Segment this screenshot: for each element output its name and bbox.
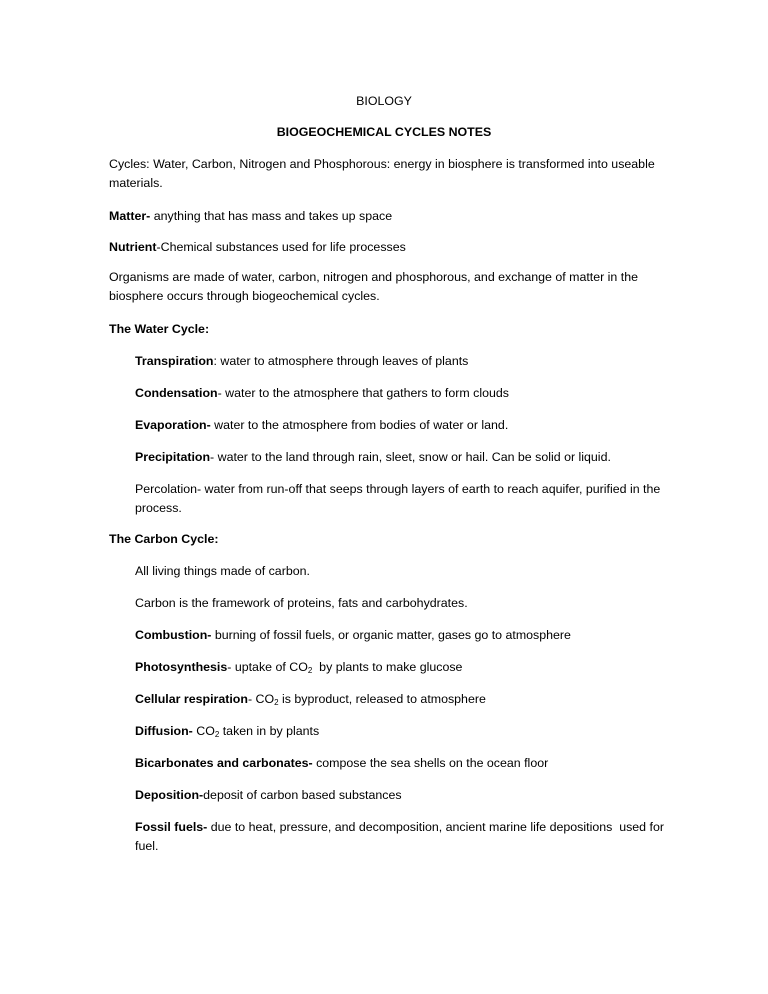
combustion-definition	[135, 626, 675, 645]
fossil-fuels-text: due to heat, pressure, and decomposition, ancient marine life depositions used for fuel.	[135, 820, 668, 853]
respiration-definition	[135, 690, 675, 709]
photosynthesis-subscript: 2	[307, 666, 313, 675]
combustion-term: Combustion-	[135, 628, 212, 642]
condensation-text: - water to the atmosphere that gathers to form clouds	[217, 386, 509, 400]
photosynthesis-term: Photosynthesis	[135, 660, 228, 674]
precipitation-text: - water to the land through rain, sleet, snow or hail. Can be solid or liquid.	[210, 450, 611, 464]
fossil-fuels-definition	[135, 818, 675, 856]
nutrient-text: -Chemical substances used for life processes	[156, 240, 406, 254]
living-things-line: All living things made of carbon.	[135, 564, 310, 578]
fossil-fuels-term: Fossil fuels-	[135, 820, 208, 834]
matter-term: Matter-	[109, 209, 151, 223]
respiration-text-a: - CO	[247, 692, 275, 706]
matter-text: anything that has mass and takes up space	[150, 209, 393, 223]
diffusion-subscript: 2	[214, 730, 220, 739]
organisms-paragraph: Organisms are made of water, carbon, nitrogen and phosphorous, and exchange of matter in the biosphere occurs through biogeochemical cycles.	[109, 270, 638, 303]
photosynthesis-definition	[135, 658, 675, 677]
bicarbonates-text: compose the sea shells on the ocean floor	[312, 756, 549, 770]
bicarbonates-term: Bicarbonates and carbonates-	[135, 756, 313, 770]
respiration-text-b: is byproduct, released to atmosphere	[278, 692, 486, 706]
diffusion-text-a: CO	[192, 724, 215, 738]
diffusion-definition	[135, 722, 675, 741]
bicarbonates-definition	[135, 754, 675, 773]
transpiration-definition	[135, 352, 675, 371]
cycles-paragraph: Cycles: Water, Carbon, Nitrogen and Phosphorous: energy in biosphere is transformed into useable materials.	[109, 157, 655, 190]
respiration-term: Cellular respiration	[135, 692, 248, 706]
evaporation-text: water to the atmosphere from bodies of water or land.	[210, 418, 509, 432]
subject-heading: BIOLOGY	[356, 94, 412, 108]
matter-definition	[109, 207, 669, 226]
deposition-text: deposit of carbon based substances	[203, 788, 402, 802]
diffusion-term: Diffusion-	[135, 724, 193, 738]
nutrient-definition	[109, 238, 669, 257]
deposition-term: Deposition-	[135, 788, 204, 802]
framework-line: Carbon is the framework of proteins, fats and carbohydrates.	[135, 596, 468, 610]
photosynthesis-text-a: - uptake of CO	[227, 660, 308, 674]
carbon-cycle-heading: The Carbon Cycle:	[109, 532, 219, 546]
percolation-definition: Percolation- water from run-off that seeps through layers of earth to reach aquifer, purified in the process.	[135, 482, 661, 515]
page-title: BIOGEOCHEMICAL CYCLES NOTES	[276, 125, 492, 139]
precipitation-definition	[135, 448, 675, 467]
nutrient-term: Nutrient	[109, 240, 157, 254]
transpiration-text: : water to atmosphere through leaves of plants	[213, 354, 469, 368]
combustion-text: burning of fossil fuels, or organic matter, gases go to atmosphere	[211, 628, 571, 642]
deposition-definition	[135, 786, 675, 805]
condensation-definition	[135, 384, 675, 403]
water-cycle-heading: The Water Cycle:	[109, 322, 210, 336]
respiration-subscript: 2	[274, 698, 279, 707]
evaporation-term: Evaporation-	[135, 418, 211, 432]
precipitation-term: Precipitation	[135, 450, 211, 464]
diffusion-text-b: taken in by plants	[219, 724, 320, 738]
condensation-term: Condensation	[135, 386, 218, 400]
photosynthesis-text-b: by plants to make glucose	[312, 660, 463, 674]
transpiration-term: Transpiration	[135, 354, 214, 368]
evaporation-definition	[135, 416, 675, 435]
